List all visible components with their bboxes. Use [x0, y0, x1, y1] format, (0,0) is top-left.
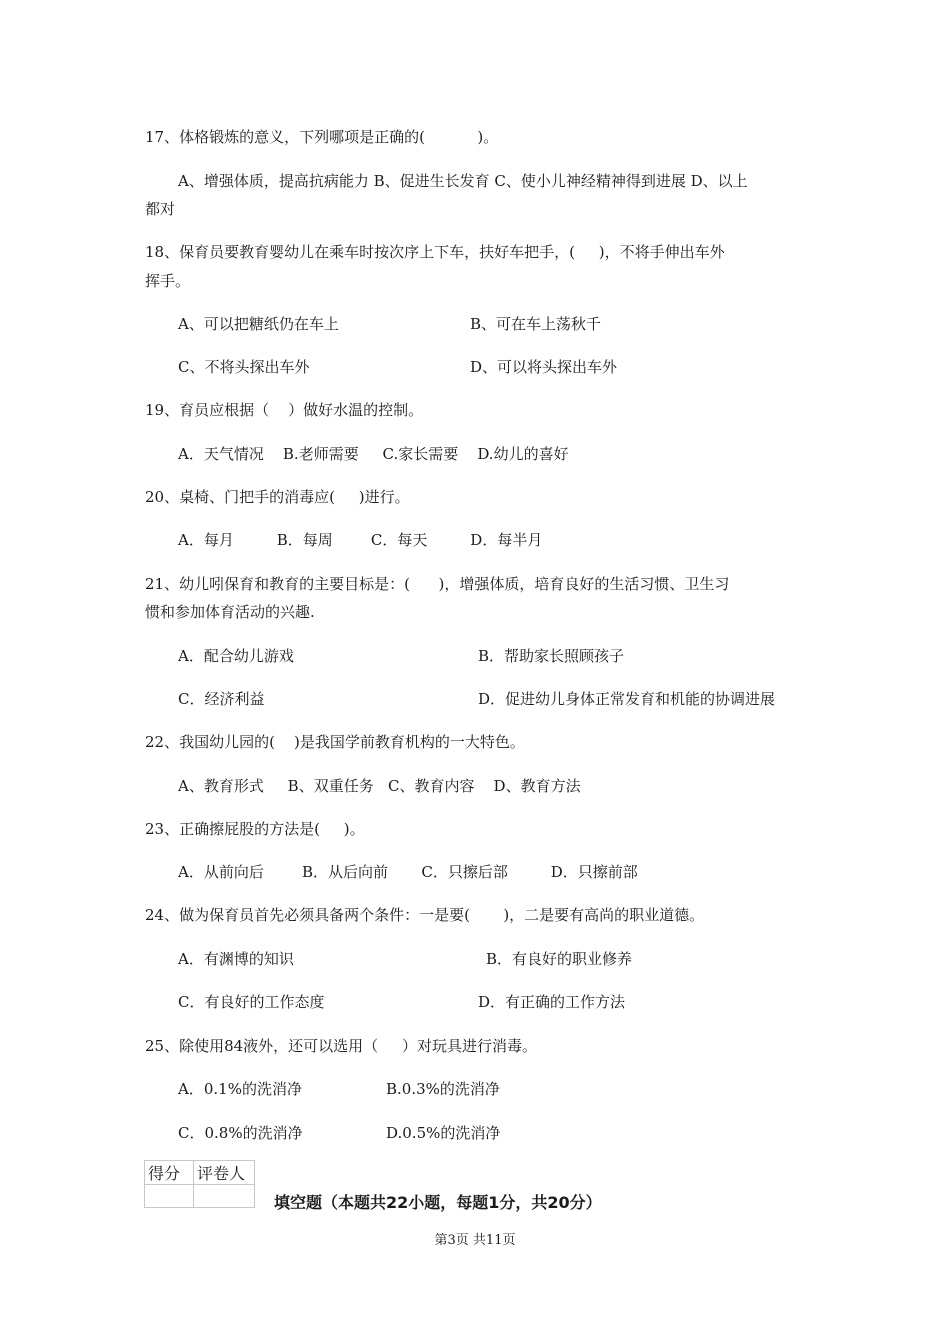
score-header: 得分: [145, 1161, 194, 1185]
question-20: 20、桌椅、门把手的消毒应( )进行。: [145, 488, 410, 506]
question-24-option-c: C．有良好的工作态度: [178, 993, 325, 1011]
question-22-options: A、教育形式 B、双重任务 C、教育内容 D、教育方法: [178, 777, 581, 795]
score-cell[interactable]: [145, 1185, 194, 1208]
question-19-options: A．天气情况 B.老师需要 C.家长需要 D.幼儿的喜好: [178, 445, 569, 463]
question-17-options-cont: 都对: [145, 200, 176, 218]
question-21: 21、幼儿吲保育和教育的主要目标是：( )，增强体质，培育良好的生活习惯、卫生习: [145, 575, 730, 593]
question-18-option-b: B、可在车上荡秋千: [470, 315, 602, 333]
page-footer: 第3页 共11页: [434, 1233, 516, 1248]
question-21-option-d: D．促进幼儿身体正常发育和机能的协调进展: [478, 690, 776, 708]
question-21-option-c: C．经济利益: [178, 690, 265, 708]
question-25: 25、除使用84液外，还可以选用（ ）对玩具进行消毒。: [145, 1037, 538, 1055]
question-17-options: A、增强体质，提高抗病能力 B、促进生长发育 C、使小儿神经精神得到进展 D、以上: [178, 172, 748, 190]
question-21-option-b: B．帮助家长照顾孩子: [478, 647, 625, 665]
question-18-option-d: D、可以将头探出车外: [470, 358, 618, 376]
question-18-cont: 挥手。: [145, 272, 191, 290]
question-25-option-b: B.0.3%的洗消净: [386, 1080, 500, 1098]
question-24-option-d: D．有正确的工作方法: [478, 993, 626, 1011]
question-21-option-a: A．配合幼儿游戏: [178, 647, 294, 665]
question-23-options: A．从前向后 B．从后向前 C．只擦后部 D．只擦前部: [178, 863, 638, 881]
question-18: 18、保育员要教育婴幼儿在乘车时按次序上下车，扶好车把手，( )，不将手伸出车外: [145, 243, 725, 261]
section-title: 填空题（本题共22小题，每题1分，共20分）: [274, 1193, 602, 1212]
question-25-option-c: C．0.8%的洗消净: [178, 1124, 303, 1142]
question-22: 22、我国幼儿园的( )是我国学前教育机构的一大特色。: [145, 733, 525, 751]
question-24-option-a: A．有渊博的知识: [178, 950, 294, 968]
question-21-cont: 惯和参加体育活动的兴趣.: [145, 603, 315, 621]
score-table: [144, 1160, 255, 1208]
question-25-option-d: D.0.5%的洗消净: [386, 1124, 501, 1142]
question-19: 19、育员应根据（ ）做好水温的控制。: [145, 401, 424, 419]
question-24-option-b: B．有良好的职业修养: [486, 950, 633, 968]
question-20-options: A．每月 B．每周 C．每天 D．每半月: [178, 531, 543, 549]
question-18-option-a: A、可以把糖纸仍在车上: [178, 315, 339, 333]
question-25-option-a: A．0.1%的洗消净: [178, 1080, 302, 1098]
question-24: 24、做为保育员首先必须具备两个条件：一是要( )，二是要有高尚的职业道德。: [145, 906, 705, 924]
question-18-option-c: C、不将头探出车外: [178, 358, 310, 376]
reviewer-cell[interactable]: [194, 1185, 255, 1208]
question-17: 17、体格锻炼的意义，下列哪项是正确的( )。: [145, 128, 499, 146]
question-23: 23、正确擦屁股的方法是( )。: [145, 820, 365, 838]
reviewer-header: 评卷人: [194, 1161, 255, 1185]
